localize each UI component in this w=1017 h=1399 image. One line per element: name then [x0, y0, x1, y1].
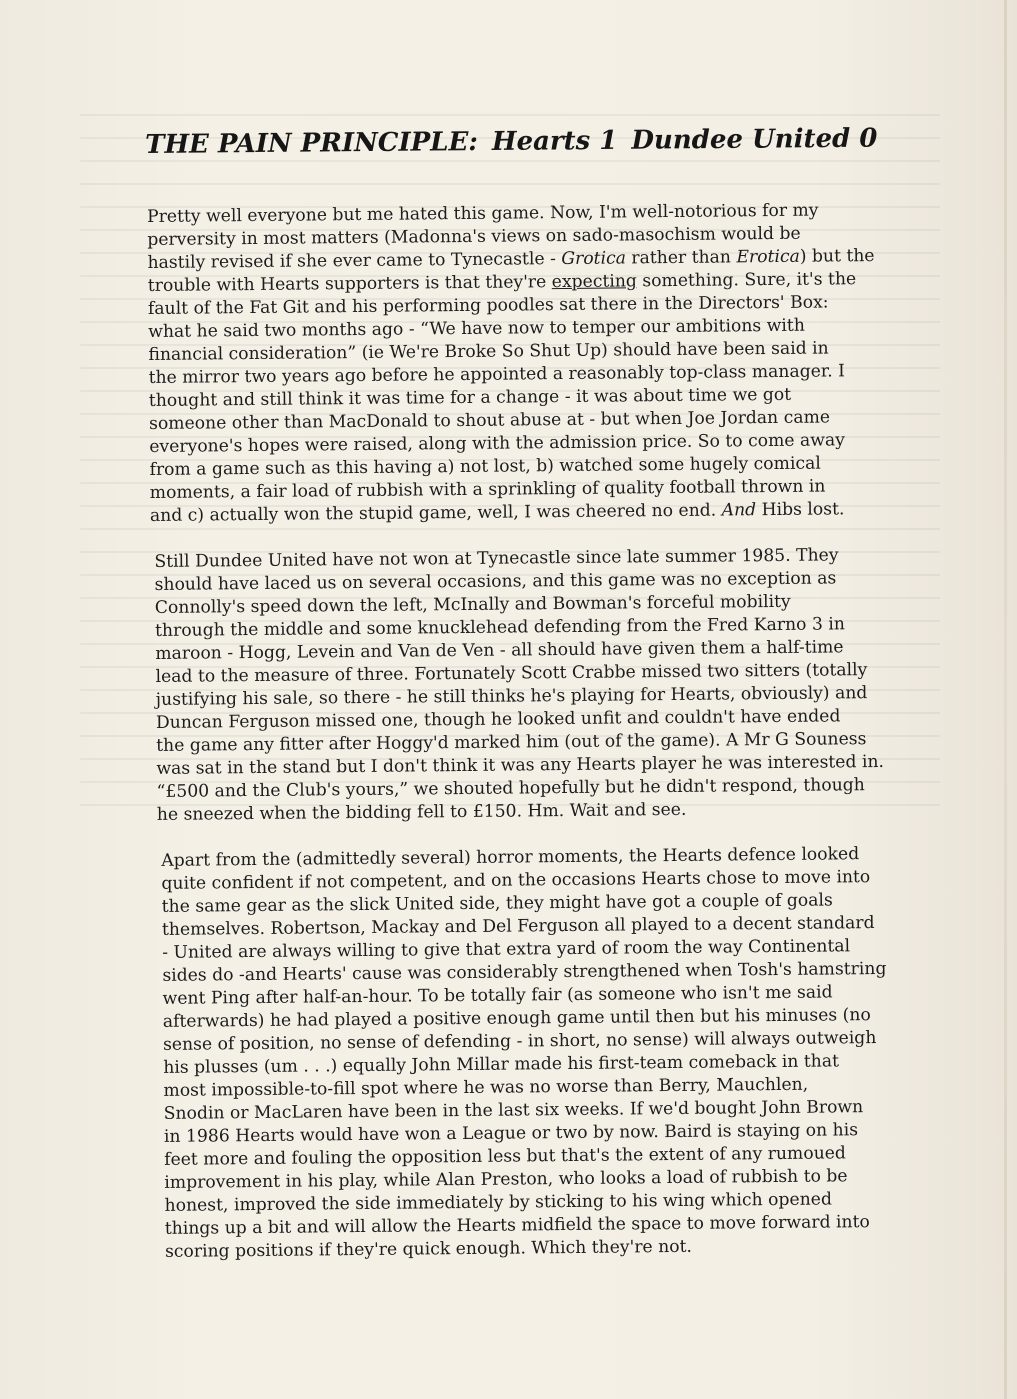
- paragraph-2: [154, 544, 918, 827]
- paragraph-3: [161, 843, 922, 1264]
- text-segment: something. Sure, it's the fault of the Fat Git and his performing poodles sat there in the Directors' Box: what he said two months ago - “We have now to temper our ambitions with financial consideration” (ie We're Broke So Shut Up) should have been said in the mirror two years ago before he appointed a reasonably top-class manager. I thought and still think it was time for a change - it was about time we got someone other than MacDonald to shout abuse at - but when Joe Jordan came everyone's hopes were raised, along with the admission price. So to come away from a game such as this having a) not lost, b) watched some hugely comical moments, a fair load of rubbish with a sprinkling of quality football thrown in and c) actually won the stupid game, well, I was cheered no end.: [147, 269, 857, 526]
- title-score-away: Dundee United 0: [631, 123, 878, 156]
- article-title: [145, 121, 905, 162]
- text-segment: rather than: [625, 247, 737, 269]
- underlined-text: expecting: [551, 271, 637, 293]
- text-segment: ) but the trouble with Hearts supporters is that they're: [147, 246, 875, 296]
- title-heading: THE PAIN PRINCIPLE:: [145, 127, 479, 160]
- paragraph-1: [147, 199, 915, 528]
- text-segment: Apart from the (admittedly several) horror moments, the Hearts defence looked quite confident if not competent, and on the occasions Hearts chose to move into the same gear as the slick United side, they might have got a couple of goals themselves. Robertson, Mackay and Del Ferguson all played to a decent standard - United are always willing to give that extra yard of room the way Continental sides do -and Hearts' cause was considerably strengthened when Tosh's hamstring went Ping after half-an-hour. To be totally fair (as someone who isn't me said afterwards) he had played a positive enough game until then but his minuses (no sense of position, no sense of defending - in short, no sense) will always outweigh his plusses (um . . .) equally John Millar made his first-team comeback in that most impossible-to-fill spot where he was no worse than Berry, Mauchlen, Snodin or MacLaren have been in the last six weeks. If we'd bought John Brown in 1986 Hearts would have won a League or two by now. Baird is staying on his feet more and fouling the opposition less but that's the extent of any rumoued improvement in his play, while Alan Preston, who looks a load of rubbish to be honest, improved the side immediately by sticking to his wing which opened things up a bit and will allow the Hearts midfield the space to move forward into scoring positions if they're quick enough. Which they're not.: [161, 844, 887, 1262]
- text-segment: Still Dundee United have not won at Tynecastle since late summer 1985. They should have laced us on several occasions, and this game was no exception as Connolly's speed down the left, McInally and Bowman's forceful mobility through the middle and some knucklehead defending from the Fred Karno 3 in maroon - Hogg, Levein and Van de Ven - all should have given them a half-time lead to the measure of three. Fortunately Scott Crabbe missed two sitters (totally justifying his sale, so there - he still thinks he's playing for Hearts, obviously) and Duncan Ferguson missed one, though he looked unfit and couldn't have ended the game any fitter after Hoggy'd marked him (out of the game). A Mr G Souness was sat in the stand but I don't think it was any Hearts player he was interested in. “£500 and the Club's yours,” we shouted hopefully but he didn't respond, though he sneezed when the bidding fell to £150. Hm. Wait and see.: [154, 545, 885, 825]
- italic-text: Erotica: [736, 246, 800, 268]
- italic-text: And: [721, 500, 757, 521]
- text-segment: Pretty well everyone but me hated this game. Now, I'm well-notorious for my perversity in most matters (Madonna's views on sado-masochism would be hastily revised if she ever came to Tynecastle -: [147, 200, 819, 273]
- article-body: [147, 199, 922, 1264]
- italic-text: Grotica: [561, 248, 626, 270]
- page-fold: [1004, 0, 1007, 1399]
- text-segment: Hibs lost.: [756, 499, 845, 521]
- title-score-home: Hearts 1: [491, 125, 618, 157]
